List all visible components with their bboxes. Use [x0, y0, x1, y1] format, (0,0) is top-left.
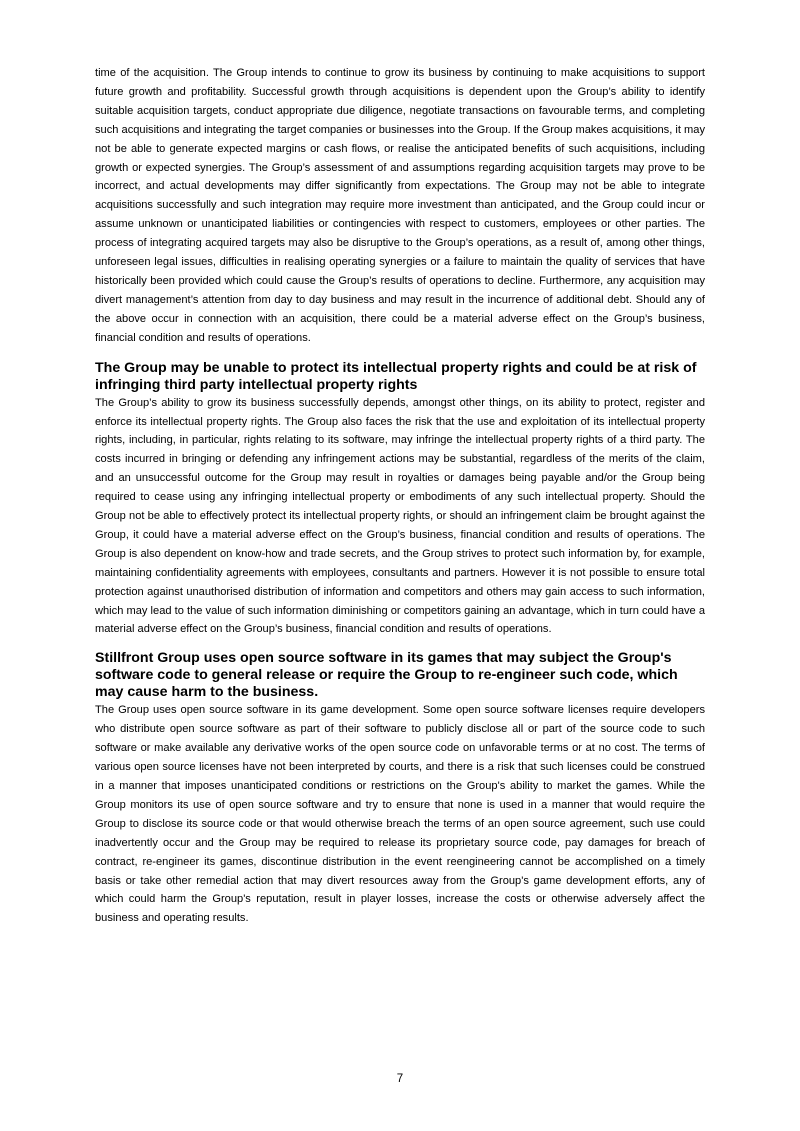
section-body-intellectual-property: The Group’s ability to grow its business successfully depends, amongst other things, on its ability to protect, register and enforce its intellectual property rights. The Group also faces the risk that the use and exploitation of its intellectual property rights, including, in particular, rights relating to its software, may infringe the intellectual property rights of a third party. The costs incurred in bringing or defending any infringement actions may be substantial, regardless of the merits of the claim, and an unsuccessful outcome for the Group may result in royalties or damages being payable and/or the Group being required to cease using any infringing intellectual property or embodiments of any such intellectual property. Should the Group not be able to effectively protect its intellectual property rights, or should an infringement claim be brought against the Group, it could have a material adverse effect on the Group’s business, financial condition and results of operations. The Group is also dependent on know-how and trade secrets, and the Group strives to protect such information by, for example, maintaining confidentiality agreements with employees, consultants and partners. However it is not possible to ensure total protection against unauthorised distribution of information and competitors and others may gain access to such information, which may lead to the value of such information diminishing or competitors gaining an advantage, which in turn could have a material adverse effect on the Group’s business, financial condition and results of operations. — [95, 396, 705, 636]
section-body-open-source: The Group uses open source software in its game development. Some open source software licenses require developers who distribute open source software as part of their software to publicly disclose all or part of the source code to such software or make available any derivative works of the open source code on unfavorable terms or at no cost. The terms of various open source licenses have not been interpreted by courts, and there is a risk that such licenses could be construed in a manner that imposes unanticipated conditions or restrictions on the Group's ability to market the games. While the Group monitors its use of open source software and try to ensure that none is used in a manner that would require the Group to disclose its source code or that would otherwise breach the terms of an open source agreement, such use could inadvertently occur and the Group may be required to release its proprietary source code, pay damages for breach of contract, re-engineer its games, discontinue distribution in the event reengineering cannot be accomplished on a timely basis or take other remedial action that may divert resources away from the Group's game development efforts, any of which could harm the Group's reputation, result in player losses, increase the costs or otherwise adversely affect the business and operating results. — [95, 704, 705, 925]
section-heading-open-source: Stillfront Group uses open source software in its games that may subject the Group's software code to general release or require the Group to re-engineer such code, which may cause harm to the business. — [95, 650, 678, 701]
intro-paragraph: time of the acquisition. The Group intends to continue to grow its business by continuing to make acquisitions to support future growth and profitability. Successful growth through acquisitions is dependent upon the Group’s ability to identify suitable acquisition targets, conduct appropriate due diligence, negotiate transactions on favourable terms, and completing such acquisitions and integrating the target companies or businesses into the Group. If the Group makes acquisitions, it may not be able to generate expected margins or cash flows, or realise the anticipated benefits of such acquisitions, including growth or expected synergies. The Group’s assessment of and assumptions regarding acquisition targets may prove to be incorrect, and actual developments may differ significantly from expectations. The Group may not be able to integrate acquisitions successfully and such integration may require more investment than anticipated, and the Group could incur or assume unknown or unanticipated liabilities or contingencies with respect to customers, employees or other parties. The process of integrating acquired targets may also be disruptive to the Group’s operations, as a result of, among other things, unforeseen legal issues, difficulties in realising operating synergies or a failure to maintain the quality of services that have historically been provided which could cause the Group’s results of operations to decline. Furthermore, any acquisition may divert management’s attention from day to day business and may result in the incurrence of additional debt. Should any of the above occur in connection with an acquisition, there could be a material adverse effect on the Group’s business, financial condition and results of operations. — [95, 67, 705, 344]
page-number: 7 — [396, 1073, 404, 1085]
section-heading-intellectual-property: The Group may be unable to protect its intellectual property rights and could be at risk of infringing third party intellectual property rights — [95, 359, 697, 393]
document-page — [95, 64, 705, 928]
